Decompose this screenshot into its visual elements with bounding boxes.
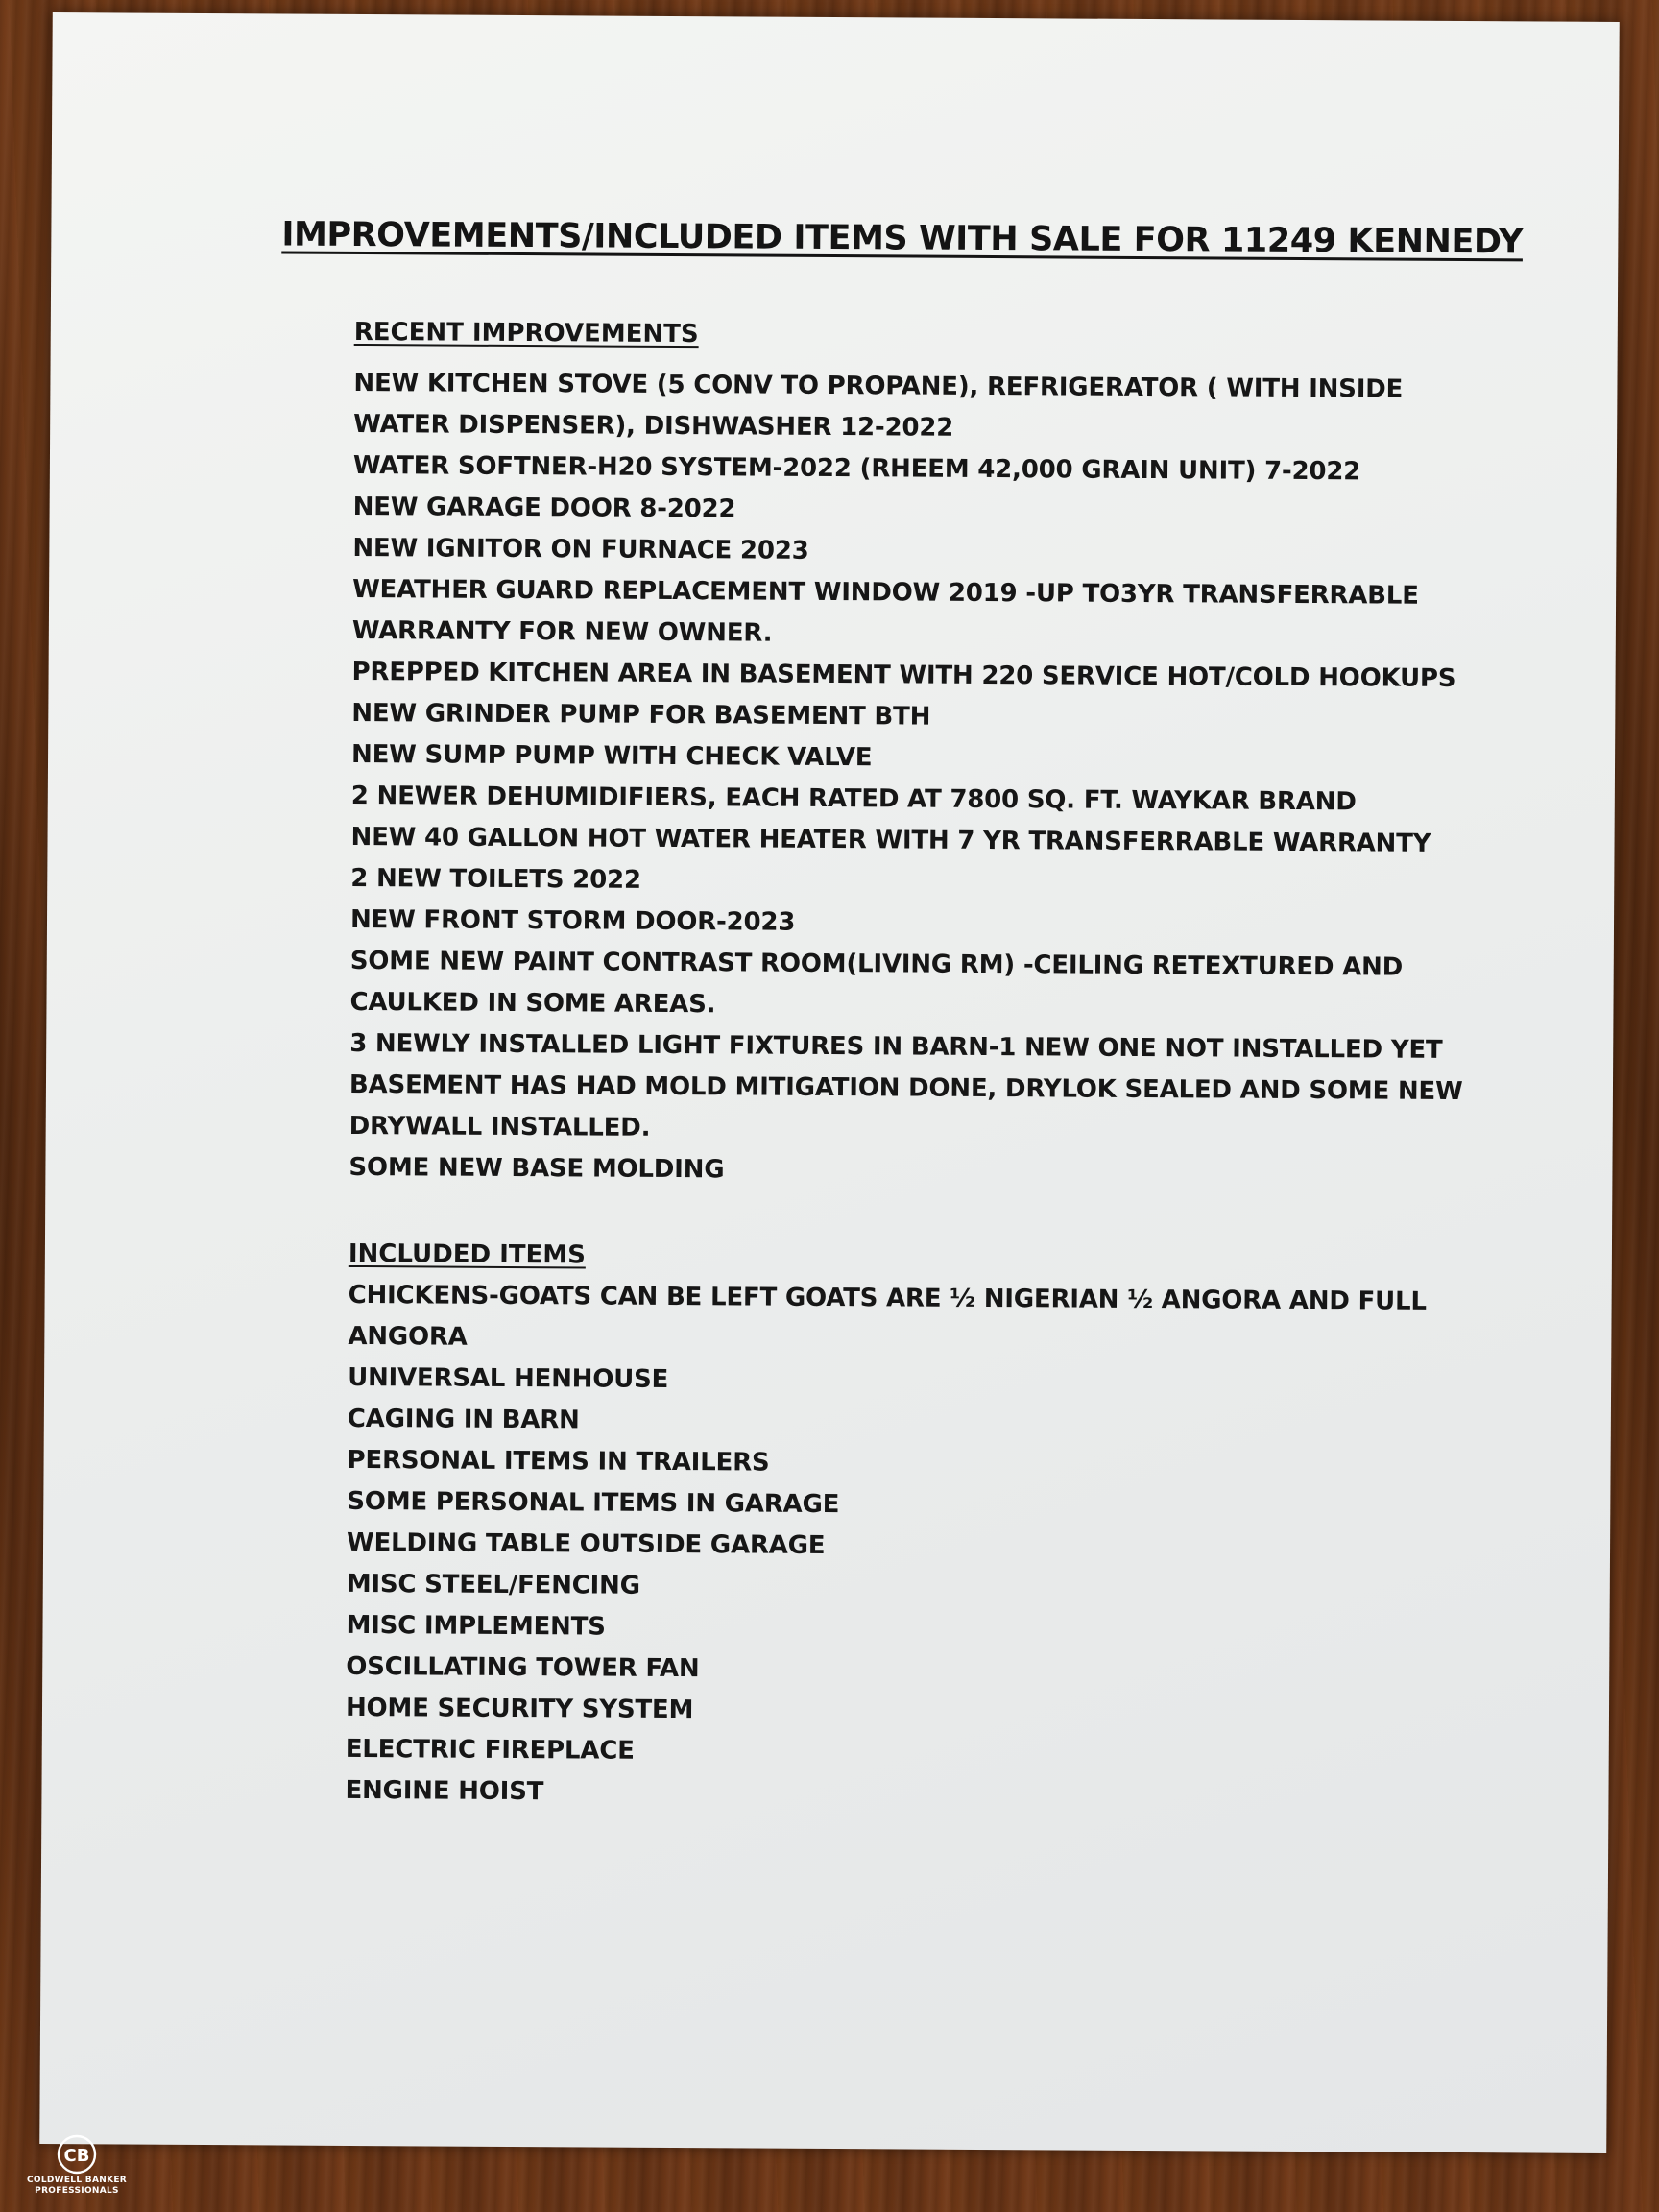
included-items-heading: INCLUDED ITEMS (348, 1238, 587, 1270)
list-item: NEW GRINDER PUMP FOR BASEMENT BTH (351, 698, 931, 732)
list-item: PREPPED KITCHEN AREA IN BASEMENT WITH 220 SERVICE HOT/COLD HOOKUPS (351, 657, 1456, 693)
recent-improvements-list (349, 363, 1582, 1196)
list-item: WELDING TABLE OUTSIDE GARAGE (346, 1527, 826, 1560)
included-items-list (345, 1275, 1576, 1819)
list-item: UNIVERSAL HENHOUSE (348, 1362, 669, 1394)
coldwell-banker-watermark (10, 2133, 144, 2208)
paper-sheet (39, 12, 1620, 2153)
list-item: PERSONAL ITEMS IN TRAILERS (347, 1445, 770, 1478)
list-item: CHICKENS-GOATS CAN BE LEFT GOATS ARE ½ NIGERIAN ½ ANGORA AND FULL ANGORA (348, 1280, 1427, 1352)
list-item: MISC STEEL/FENCING (346, 1569, 640, 1600)
list-item: NEW GARAGE DOOR 8-2022 (352, 492, 736, 524)
list-item: SOME NEW BASE MOLDING (349, 1152, 725, 1185)
included-items-section (345, 1234, 1577, 1819)
list-item: ELECTRIC FIREPLACE (345, 1734, 635, 1766)
list-item: 2 NEW TOILETS 2022 (350, 863, 641, 895)
list-item: NEW FRONT STORM DOOR-2023 (349, 904, 796, 937)
coldwell-banker-logo-icon (56, 2133, 98, 2176)
list-item: OSCILLATING TOWER FAN (346, 1651, 700, 1684)
list-item: MISC IMPLEMENTS (346, 1610, 606, 1642)
watermark-line-2: PROFESSIONALS (35, 2186, 119, 2196)
list-item: NEW IGNITOR ON FURNACE 2023 (352, 533, 809, 565)
list-item: NEW KITCHEN STOVE (5 CONV TO PROPANE), REFRIGERATOR ( WITH INSIDE WATER DISPENSER), DISHWASHER 12-2022 (353, 368, 1404, 443)
list-item: NEW SUMP PUMP WITH CHECK VALVE (350, 739, 873, 773)
list-item: WEATHER GUARD REPLACEMENT WINDOW 2019 -UP TO3YR TRANSFERRABLE WARRANTY FOR NEW OWNER. (351, 574, 1419, 648)
list-item: WATER SOFTNER-H20 SYSTEM-2022 (RHEEM 42,000 GRAIN UNIT) 7-2022 (352, 450, 1361, 487)
list-item: 3 NEWLY INSTALLED LIGHT FIXTURES IN BARN-1 NEW ONE NOT INSTALLED YET (349, 1028, 1443, 1065)
recent-improvements-section (349, 312, 1583, 1196)
list-item: ENGINE HOIST (345, 1775, 544, 1807)
list-item: CAGING IN BARN (347, 1404, 580, 1435)
list-item: 2 NEWER DEHUMIDIFIERS, EACH RATED AT 7800 SQ. FT. WAYKAR BRAND (350, 781, 1357, 817)
list-item: SOME NEW PAINT CONTRAST ROOM(LIVING RM) -CEILING RETEXTURED AND CAULKED IN SOME AREAS. (349, 946, 1404, 1020)
svg-text:CB: CB (63, 2146, 90, 2166)
list-item: SOME PERSONAL ITEMS IN GARAGE (347, 1486, 840, 1520)
list-item: NEW 40 GALLON HOT WATER HEATER WITH 7 YR TRANSFERRABLE WARRANTY (350, 822, 1431, 858)
list-item: HOME SECURITY SYSTEM (345, 1693, 694, 1725)
document-title: IMPROVEMENTS/INCLUDED ITEMS WITH SALE FOR 11249 KENNEDY (281, 215, 1524, 262)
recent-improvements-heading: RECENT IMPROVEMENTS (353, 317, 699, 349)
watermark-line-1: COLDWELL BANKER (26, 2176, 128, 2185)
list-item: BASEMENT HAS HAD MOLD MITIGATION DONE, DRYLOK SEALED AND SOME NEW DRYWALL INSTALLED. (349, 1070, 1463, 1142)
